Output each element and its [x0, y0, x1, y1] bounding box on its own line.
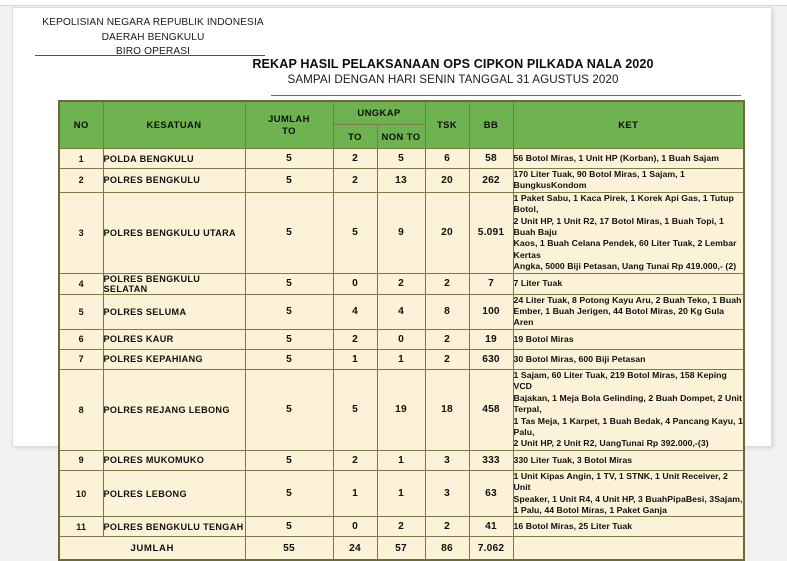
cell-ket	[513, 369, 744, 450]
cell-kesatuan: POLRES SELUMA	[103, 294, 245, 329]
cell-no: 3	[59, 192, 103, 273]
cell-kesatuan: POLRES LEBONG	[103, 470, 245, 517]
cell-bb: 458	[469, 369, 513, 450]
ket-line: Kaos, 1 Buah Celana Pendek, 60 Liter Tuak, 2 Lembar Kertas	[513, 238, 737, 260]
cell-bb: 333	[469, 450, 513, 470]
col-header-kesatuan: KESATUAN	[103, 101, 245, 149]
cell-kesatuan: POLRES BENGKULU SELATAN	[103, 273, 245, 294]
cell-bb: 41	[469, 517, 513, 537]
cell-jumlah-to: 5	[245, 349, 333, 369]
cell-tsk: 2	[425, 329, 469, 349]
cell-ungkap-to: 5	[333, 192, 377, 273]
cell-no: 11	[59, 517, 103, 537]
cell-no: 4	[59, 273, 103, 294]
table-row	[59, 273, 744, 294]
cell-ket	[513, 169, 744, 193]
cell-kesatuan: POLRES MUKOMUKO	[103, 450, 245, 470]
cell-ungkap-non-to: 5	[377, 149, 425, 169]
cell-ket	[513, 470, 744, 517]
table-row	[59, 517, 744, 537]
letterhead	[33, 16, 273, 60]
cell-no: 10	[59, 470, 103, 517]
cell-total-ungkap-non-to: 57	[377, 537, 425, 561]
cell-kesatuan: POLRES BENGKULU TENGAH	[103, 517, 245, 537]
table-header-row-1	[59, 101, 744, 125]
cell-jumlah-to: 5	[245, 192, 333, 273]
cell-ungkap-non-to: 1	[377, 450, 425, 470]
document-title-block	[173, 56, 733, 87]
ket-line: 24 Liter Tuak, 8 Potong Kayu Aru, 2 Buah Teko, 1 Buah	[513, 294, 742, 305]
cell-ungkap-to: 2	[333, 149, 377, 169]
table-body	[59, 149, 744, 561]
cell-jumlah-to: 5	[245, 369, 333, 450]
ket-line: Bajakan, 1 Meja Bola Gelinding, 2 Buah Dompet, 2 Unit Terpal,	[513, 392, 743, 415]
cell-bb: 58	[469, 149, 513, 169]
cell-jumlah-to: 5	[245, 149, 333, 169]
ket-line: 19 Botol Miras	[513, 333, 574, 344]
cell-jumlah-to: 5	[245, 169, 333, 193]
recap-table	[58, 100, 745, 561]
cell-total-jumlah-to: 55	[245, 537, 333, 561]
col-header-ungkap-non-to: NON TO	[377, 125, 425, 149]
cell-kesatuan: POLDA BENGKULU	[103, 149, 245, 169]
cell-ungkap-to: 1	[333, 470, 377, 517]
table-row	[59, 369, 744, 450]
letterhead-line-2: DAERAH BENGKULU	[101, 31, 205, 43]
cell-ket	[513, 294, 744, 329]
cell-jumlah-to: 5	[245, 273, 333, 294]
cell-ungkap-non-to: 13	[377, 169, 425, 193]
ket-line: 330 Liter Tuak, 3 Botol Miras	[513, 454, 633, 465]
cell-ket	[513, 450, 744, 470]
cell-bb: 63	[469, 470, 513, 517]
cell-total-bb: 7.062	[469, 537, 513, 561]
table-row	[59, 470, 744, 517]
ket-line: 2 Unit HP, 2 Unit R2, UangTunai Rp 392.000,-(3)	[513, 438, 709, 449]
cell-ungkap-non-to: 4	[377, 294, 425, 329]
cell-ungkap-to: 2	[333, 329, 377, 349]
table-total-row	[59, 537, 744, 561]
ket-line: 1 Paket Sabu, 1 Kaca Pirek, 1 Korek Api Gas, 1 Tutup Botol,	[513, 192, 734, 215]
viewer-top-strip	[0, 0, 787, 6]
table-row	[59, 450, 744, 470]
cell-jumlah-to: 5	[245, 294, 333, 329]
cell-ket	[513, 517, 744, 537]
table-row	[59, 329, 744, 349]
ket-line: Ember, 1 Buah Jerigen, 44 Botol Miras, 20 Kg Gula Aren	[513, 306, 725, 328]
cell-kesatuan: POLRES REJANG LEBONG	[103, 369, 245, 450]
cell-jumlah-to: 5	[245, 450, 333, 470]
col-header-jumlah-to	[245, 101, 333, 149]
ket-line: 1 Tas Meja, 1 Karpet, 1 Buah Bedak, 4 Pancang Kayu, 1 Palu,	[513, 415, 743, 437]
cell-no: 7	[59, 349, 103, 369]
col-header-jumlah-to-line2: TO	[282, 125, 296, 136]
cell-ungkap-to: 4	[333, 294, 377, 329]
ket-line: Angka, 5000 Biji Petasan, Uang Tunai Rp 419.000,- (2)	[513, 261, 737, 272]
cell-total-label: JUMLAH	[59, 537, 245, 561]
cell-ungkap-non-to: 9	[377, 192, 425, 273]
cell-ungkap-non-to: 1	[377, 349, 425, 369]
cell-ungkap-non-to: 19	[377, 369, 425, 450]
cell-ungkap-to: 5	[333, 369, 377, 450]
ket-line: 16 Botol Miras, 25 Liter Tuak	[513, 521, 633, 532]
cell-ungkap-to: 1	[333, 349, 377, 369]
cell-tsk: 2	[425, 517, 469, 537]
cell-bb: 630	[469, 349, 513, 369]
cell-ungkap-non-to: 1	[377, 470, 425, 517]
cell-tsk: 18	[425, 369, 469, 450]
cell-bb: 5.091	[469, 192, 513, 273]
cell-ungkap-non-to: 2	[377, 517, 425, 537]
cell-ket	[513, 273, 744, 294]
cell-tsk: 3	[425, 450, 469, 470]
cell-kesatuan: POLRES BENGKULU	[103, 169, 245, 193]
cell-ungkap-to: 2	[333, 450, 377, 470]
cell-ungkap-non-to: 0	[377, 329, 425, 349]
cell-total-ket	[513, 537, 744, 561]
cell-no: 6	[59, 329, 103, 349]
col-header-no: NO	[59, 101, 103, 149]
cell-bb: 19	[469, 329, 513, 349]
cell-bb: 100	[469, 294, 513, 329]
cell-tsk: 2	[425, 349, 469, 369]
cell-tsk: 20	[425, 192, 469, 273]
cell-ungkap-non-to: 2	[377, 273, 425, 294]
ket-line: 1 Palu, 44 Botol Miras, 1 Paket Ganja	[513, 504, 667, 515]
col-header-bb: BB	[469, 101, 513, 149]
table-row	[59, 294, 744, 329]
cell-jumlah-to: 5	[245, 470, 333, 517]
ket-line: Speaker, 1 Unit R4, 4 Unit HP, 3 BuahPipaBesi, 3Sajam,	[513, 493, 743, 504]
table-row	[59, 149, 744, 169]
letterhead-line-3: BIRO OPERASI	[115, 46, 191, 57]
cell-no: 8	[59, 369, 103, 450]
cell-ungkap-to: 0	[333, 517, 377, 537]
cell-kesatuan: POLRES KEPAHIANG	[103, 349, 245, 369]
ket-line: 1 Unit Kipas Angin, 1 TV, 1 STNK, 1 Unit Receiver, 2 Unit	[513, 470, 728, 493]
ket-line: 56 Botol Miras, 1 Unit HP (Korban), 1 Buah Sajam	[513, 152, 719, 163]
cell-ket	[513, 349, 744, 369]
cell-no: 9	[59, 450, 103, 470]
title-divider	[271, 95, 741, 96]
page-subtitle: SAMPAI DENGAN HARI SENIN TANGGAL 31 AGUSTUS 2020	[287, 73, 619, 86]
cell-total-ungkap-to: 24	[333, 537, 377, 561]
cell-tsk: 8	[425, 294, 469, 329]
cell-tsk: 3	[425, 470, 469, 517]
col-header-ungkap-to: TO	[333, 125, 377, 149]
cell-kesatuan: POLRES BENGKULU UTARA	[103, 192, 245, 273]
cell-bb: 262	[469, 169, 513, 193]
ket-line: 30 Botol Miras, 600 Biji Petasan	[513, 353, 646, 364]
ket-line: 170 Liter Tuak, 90 Botol Miras, 1 Sajam, 1 BungkusKondom	[513, 169, 685, 191]
cell-total-tsk: 86	[425, 537, 469, 561]
cell-tsk: 6	[425, 149, 469, 169]
cell-no: 1	[59, 149, 103, 169]
ket-line: 2 Unit HP, 1 Unit R2, 17 Botol Miras, 1 Buah Topi, 1 Buah Baju	[513, 215, 724, 238]
col-header-ungkap: UNGKAP	[333, 101, 425, 125]
page-title: REKAP HASIL PELAKSANAAN OPS CIPKON PILKADA NALA 2020	[252, 57, 654, 71]
cell-ket	[513, 149, 744, 169]
cell-tsk: 2	[425, 273, 469, 294]
cell-ket	[513, 192, 744, 273]
cell-jumlah-to: 5	[245, 329, 333, 349]
col-header-jumlah-to-line1: JUMLAH	[268, 113, 310, 124]
col-header-ket: KET	[513, 101, 744, 149]
table-row	[59, 349, 744, 369]
cell-kesatuan: POLRES KAUR	[103, 329, 245, 349]
cell-jumlah-to: 5	[245, 517, 333, 537]
cell-ungkap-to: 0	[333, 273, 377, 294]
cell-no: 2	[59, 169, 103, 193]
ket-line: 1 Sajam, 60 Liter Tuak, 219 Botol Miras, 158 Keping VCD	[513, 369, 727, 392]
cell-bb: 7	[469, 273, 513, 294]
document-sheet	[13, 8, 771, 554]
table-row	[59, 169, 744, 193]
col-header-tsk: TSK	[425, 101, 469, 149]
cell-no: 5	[59, 294, 103, 329]
cell-ket	[513, 329, 744, 349]
table-row	[59, 192, 744, 273]
ket-line: 7 Liter Tuak	[513, 277, 563, 288]
cell-tsk: 20	[425, 169, 469, 193]
table-head	[59, 101, 744, 149]
letterhead-line-1: KEPOLISIAN NEGARA REPUBLIK INDONESIA	[42, 17, 264, 28]
cell-ungkap-to: 2	[333, 169, 377, 193]
